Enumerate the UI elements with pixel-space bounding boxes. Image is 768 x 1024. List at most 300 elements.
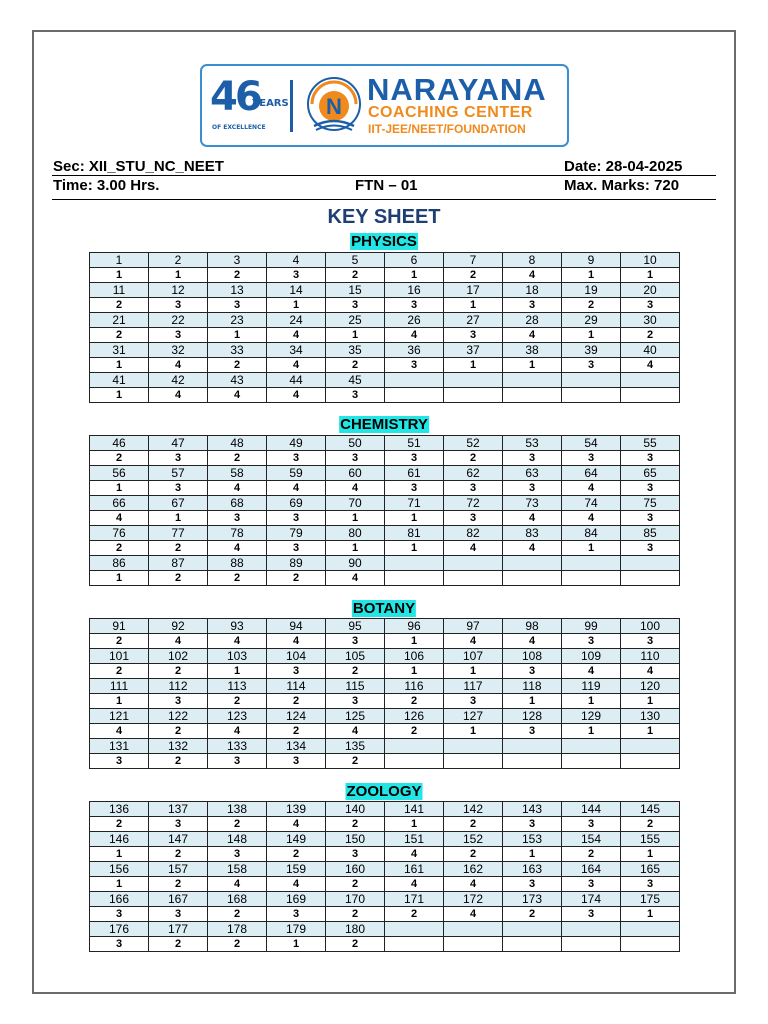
answer-table-chemistry (89, 435, 680, 586)
answer-cell: 1 (267, 298, 326, 313)
answer-cell: 3 (208, 754, 267, 769)
brand-name: NARAYANA (367, 72, 547, 107)
question-number-cell (503, 922, 562, 937)
answer-cell: 3 (503, 451, 562, 466)
question-number-row (90, 802, 680, 817)
question-number-cell (562, 922, 621, 937)
answer-cell: 3 (444, 694, 503, 709)
question-number-cell: 137 (149, 802, 208, 817)
question-number-cell (444, 373, 503, 388)
question-number-cell: 64 (562, 466, 621, 481)
question-number-cell: 61 (385, 466, 444, 481)
answer-cell: 3 (503, 817, 562, 832)
question-number-cell: 115 (326, 679, 385, 694)
question-number-cell: 73 (503, 496, 562, 511)
question-number-cell: 124 (267, 709, 326, 724)
answer-cell: 2 (208, 358, 267, 373)
question-number-cell: 34 (267, 343, 326, 358)
question-number-cell: 160 (326, 862, 385, 877)
answer-cell: 1 (621, 847, 680, 862)
question-number-cell: 130 (621, 709, 680, 724)
question-number-cell: 151 (385, 832, 444, 847)
answer-cell (503, 388, 562, 403)
section-code: Sec: XII_STU_NC_NEET (53, 158, 224, 175)
answer-cell (503, 754, 562, 769)
question-number-cell: 117 (444, 679, 503, 694)
answer-cell (503, 937, 562, 952)
answer-cell: 3 (326, 388, 385, 403)
max-marks: Max. Marks: 720 (564, 177, 680, 194)
question-number-cell: 156 (90, 862, 149, 877)
answer-cell: 3 (267, 754, 326, 769)
question-number-cell: 43 (208, 373, 267, 388)
question-number-cell: 164 (562, 862, 621, 877)
question-number-cell (562, 739, 621, 754)
answer-cell: 2 (149, 847, 208, 862)
question-number-cell: 3 (208, 253, 267, 268)
question-number-cell: 110 (621, 649, 680, 664)
answer-cell (621, 754, 680, 769)
section-title-botany: BOTANY (352, 600, 416, 617)
answer-cell: 1 (621, 907, 680, 922)
question-number-cell: 48 (208, 436, 267, 451)
answer-cell: 3 (90, 907, 149, 922)
question-number-cell (444, 739, 503, 754)
question-number-cell: 107 (444, 649, 503, 664)
answer-cell: 2 (149, 937, 208, 952)
answer-cell: 4 (208, 541, 267, 556)
question-number-cell (385, 739, 444, 754)
question-number-cell: 168 (208, 892, 267, 907)
question-number-cell: 4 (267, 253, 326, 268)
question-number-cell: 179 (267, 922, 326, 937)
answer-cell: 1 (562, 268, 621, 283)
answer-cell: 4 (208, 634, 267, 649)
question-number-cell: 27 (444, 313, 503, 328)
answer-cell: 2 (267, 571, 326, 586)
question-number-cell: 178 (208, 922, 267, 937)
question-number-cell: 149 (267, 832, 326, 847)
question-number-cell: 135 (326, 739, 385, 754)
answer-row (90, 817, 680, 832)
question-number-cell: 25 (326, 313, 385, 328)
question-number-cell: 62 (444, 466, 503, 481)
answer-cell: 2 (149, 877, 208, 892)
question-number-cell: 53 (503, 436, 562, 451)
question-number-row (90, 922, 680, 937)
question-number-cell: 118 (503, 679, 562, 694)
answer-cell: 2 (326, 877, 385, 892)
answer-cell: 4 (208, 877, 267, 892)
question-number-cell (444, 556, 503, 571)
question-number-cell: 37 (444, 343, 503, 358)
answer-cell: 4 (503, 268, 562, 283)
question-number-cell: 60 (326, 466, 385, 481)
answer-cell: 3 (267, 664, 326, 679)
narayana-logo (200, 64, 569, 147)
question-number-cell: 159 (267, 862, 326, 877)
answer-cell: 4 (562, 664, 621, 679)
answer-cell: 3 (444, 511, 503, 526)
answer-row (90, 481, 680, 496)
answer-cell: 3 (149, 328, 208, 343)
header-divider-bottom (52, 199, 716, 200)
answer-cell: 1 (267, 937, 326, 952)
answer-cell: 3 (267, 541, 326, 556)
question-number-cell: 58 (208, 466, 267, 481)
question-number-cell: 21 (90, 313, 149, 328)
question-number-cell (621, 739, 680, 754)
question-number-cell: 142 (444, 802, 503, 817)
question-number-cell: 169 (267, 892, 326, 907)
years-word: YEARS (252, 98, 289, 109)
narayana-emblem-icon (302, 74, 366, 138)
question-number-cell: 122 (149, 709, 208, 724)
answer-cell (562, 388, 621, 403)
question-number-cell: 175 (621, 892, 680, 907)
question-number-cell: 20 (621, 283, 680, 298)
question-number-cell: 72 (444, 496, 503, 511)
question-number-cell: 45 (326, 373, 385, 388)
question-number-cell: 132 (149, 739, 208, 754)
question-number-cell: 36 (385, 343, 444, 358)
question-number-cell: 17 (444, 283, 503, 298)
answer-cell (621, 388, 680, 403)
answer-cell: 3 (562, 817, 621, 832)
answer-cell (385, 388, 444, 403)
answer-cell: 3 (503, 664, 562, 679)
answer-cell: 3 (621, 877, 680, 892)
answer-cell: 3 (267, 268, 326, 283)
answer-row (90, 328, 680, 343)
question-number-cell: 82 (444, 526, 503, 541)
question-number-cell: 50 (326, 436, 385, 451)
question-number-row (90, 283, 680, 298)
question-number-cell: 144 (562, 802, 621, 817)
exam-date: Date: 28-04-2025 (564, 158, 683, 175)
question-number-cell: 87 (149, 556, 208, 571)
answer-cell: 3 (621, 541, 680, 556)
answer-cell: 4 (326, 481, 385, 496)
question-number-cell: 6 (385, 253, 444, 268)
page-title: KEY SHEET (327, 206, 441, 228)
question-number-cell: 24 (267, 313, 326, 328)
question-number-cell: 49 (267, 436, 326, 451)
answer-cell: 1 (444, 724, 503, 739)
question-number-cell: 152 (444, 832, 503, 847)
answer-cell: 3 (621, 634, 680, 649)
question-number-cell: 77 (149, 526, 208, 541)
answer-cell: 2 (90, 328, 149, 343)
question-number-cell: 5 (326, 253, 385, 268)
question-number-cell: 26 (385, 313, 444, 328)
question-number-cell: 134 (267, 739, 326, 754)
question-number-row (90, 526, 680, 541)
answer-cell: 1 (149, 268, 208, 283)
question-number-cell (444, 922, 503, 937)
question-number-cell: 104 (267, 649, 326, 664)
answer-row (90, 388, 680, 403)
answer-cell: 2 (267, 694, 326, 709)
answer-cell: 3 (562, 451, 621, 466)
answer-cell (562, 937, 621, 952)
answer-cell: 1 (562, 541, 621, 556)
question-number-cell: 157 (149, 862, 208, 877)
question-number-cell (385, 373, 444, 388)
answer-cell: 3 (267, 451, 326, 466)
question-number-cell: 106 (385, 649, 444, 664)
question-number-cell: 131 (90, 739, 149, 754)
answer-cell: 4 (267, 358, 326, 373)
question-number-cell: 10 (621, 253, 680, 268)
question-number-cell: 80 (326, 526, 385, 541)
answer-cell: 4 (385, 847, 444, 862)
question-number-cell (503, 373, 562, 388)
question-number-cell: 33 (208, 343, 267, 358)
answer-cell: 4 (503, 328, 562, 343)
brand-tagline: IIT-JEE/NEET/FOUNDATION (368, 122, 526, 136)
answer-cell: 4 (444, 634, 503, 649)
question-number-cell: 40 (621, 343, 680, 358)
answer-row (90, 754, 680, 769)
question-number-cell: 44 (267, 373, 326, 388)
question-number-cell: 57 (149, 466, 208, 481)
question-number-cell: 16 (385, 283, 444, 298)
question-number-cell: 165 (621, 862, 680, 877)
answer-cell: 3 (503, 481, 562, 496)
answer-cell: 1 (503, 847, 562, 862)
answer-cell: 4 (208, 724, 267, 739)
question-number-cell: 129 (562, 709, 621, 724)
exam-duration: Time: 3.00 Hrs. (53, 177, 160, 194)
question-number-cell: 97 (444, 619, 503, 634)
answer-cell: 2 (267, 724, 326, 739)
answer-cell: 4 (149, 388, 208, 403)
answer-cell: 3 (444, 481, 503, 496)
answer-cell: 3 (326, 694, 385, 709)
question-number-cell: 136 (90, 802, 149, 817)
question-number-cell: 2 (149, 253, 208, 268)
answer-cell: 3 (326, 847, 385, 862)
answer-cell: 4 (385, 328, 444, 343)
question-number-cell: 108 (503, 649, 562, 664)
answer-cell: 4 (208, 388, 267, 403)
answer-cell: 1 (208, 664, 267, 679)
answer-cell: 2 (621, 817, 680, 832)
answer-cell: 2 (326, 907, 385, 922)
question-number-cell: 78 (208, 526, 267, 541)
question-number-cell: 9 (562, 253, 621, 268)
question-number-row (90, 892, 680, 907)
svg-text:N: N (326, 94, 342, 119)
answer-cell: 4 (385, 877, 444, 892)
answer-cell: 2 (444, 268, 503, 283)
answer-cell: 1 (444, 358, 503, 373)
logo-divider (290, 80, 293, 132)
question-number-cell: 54 (562, 436, 621, 451)
question-number-cell (621, 922, 680, 937)
question-number-cell: 170 (326, 892, 385, 907)
question-number-row (90, 313, 680, 328)
answer-cell: 1 (385, 541, 444, 556)
question-number-cell: 127 (444, 709, 503, 724)
answer-cell: 1 (562, 694, 621, 709)
question-number-cell: 67 (149, 496, 208, 511)
answer-cell (444, 937, 503, 952)
answer-cell: 1 (503, 358, 562, 373)
answer-cell: 1 (385, 511, 444, 526)
question-number-cell: 56 (90, 466, 149, 481)
answer-cell: 3 (621, 481, 680, 496)
answer-cell: 2 (208, 571, 267, 586)
question-number-cell: 98 (503, 619, 562, 634)
answer-cell: 2 (208, 268, 267, 283)
question-number-cell: 176 (90, 922, 149, 937)
question-number-cell: 39 (562, 343, 621, 358)
question-number-cell: 112 (149, 679, 208, 694)
answer-cell: 1 (385, 817, 444, 832)
answer-cell: 1 (621, 724, 680, 739)
answer-cell: 2 (149, 754, 208, 769)
answer-cell: 4 (503, 511, 562, 526)
question-number-cell: 128 (503, 709, 562, 724)
answer-cell: 2 (326, 664, 385, 679)
answer-cell (562, 754, 621, 769)
answer-cell: 2 (444, 451, 503, 466)
question-number-cell: 12 (149, 283, 208, 298)
question-number-cell: 139 (267, 802, 326, 817)
brand-subtitle: COACHING CENTER (368, 104, 533, 121)
answer-cell: 1 (326, 511, 385, 526)
question-number-row (90, 619, 680, 634)
answer-cell: 3 (562, 907, 621, 922)
question-number-cell: 68 (208, 496, 267, 511)
answer-cell: 3 (621, 451, 680, 466)
answer-row (90, 847, 680, 862)
question-number-cell: 150 (326, 832, 385, 847)
question-number-cell: 23 (208, 313, 267, 328)
question-number-cell: 99 (562, 619, 621, 634)
question-number-cell: 30 (621, 313, 680, 328)
question-number-cell: 146 (90, 832, 149, 847)
answer-cell: 3 (621, 298, 680, 313)
question-number-cell: 71 (385, 496, 444, 511)
answer-cell: 4 (90, 724, 149, 739)
question-number-cell (562, 556, 621, 571)
question-number-cell: 105 (326, 649, 385, 664)
answer-row (90, 877, 680, 892)
answer-row (90, 634, 680, 649)
question-number-cell: 69 (267, 496, 326, 511)
answer-cell: 1 (503, 694, 562, 709)
question-number-cell: 143 (503, 802, 562, 817)
answer-cell: 2 (149, 724, 208, 739)
question-number-row (90, 679, 680, 694)
question-number-cell: 121 (90, 709, 149, 724)
answer-cell: 2 (208, 451, 267, 466)
answer-cell: 1 (444, 664, 503, 679)
question-number-cell: 133 (208, 739, 267, 754)
question-number-cell: 51 (385, 436, 444, 451)
answer-cell: 2 (149, 571, 208, 586)
answer-cell: 4 (90, 511, 149, 526)
answer-cell: 2 (385, 907, 444, 922)
answer-cell: 2 (621, 328, 680, 343)
question-number-cell: 120 (621, 679, 680, 694)
answer-cell: 3 (149, 694, 208, 709)
answer-cell: 4 (267, 877, 326, 892)
answer-cell (621, 571, 680, 586)
answer-cell (444, 571, 503, 586)
answer-cell: 4 (503, 634, 562, 649)
answer-cell (621, 937, 680, 952)
question-number-cell: 75 (621, 496, 680, 511)
answer-table-zoology (89, 801, 680, 952)
answer-cell: 3 (90, 754, 149, 769)
question-number-cell: 29 (562, 313, 621, 328)
question-number-cell: 173 (503, 892, 562, 907)
question-number-cell: 116 (385, 679, 444, 694)
question-number-cell: 180 (326, 922, 385, 937)
question-number-cell: 38 (503, 343, 562, 358)
question-number-cell: 89 (267, 556, 326, 571)
answer-row (90, 268, 680, 283)
question-number-row (90, 739, 680, 754)
answer-cell (444, 388, 503, 403)
answer-cell: 2 (149, 664, 208, 679)
answer-row (90, 541, 680, 556)
answer-cell: 2 (503, 907, 562, 922)
question-number-cell: 92 (149, 619, 208, 634)
answer-cell: 2 (444, 817, 503, 832)
question-number-cell: 95 (326, 619, 385, 634)
question-number-cell: 101 (90, 649, 149, 664)
question-number-cell: 66 (90, 496, 149, 511)
question-number-cell (503, 556, 562, 571)
answer-cell: 2 (326, 754, 385, 769)
question-number-cell: 81 (385, 526, 444, 541)
question-number-cell: 94 (267, 619, 326, 634)
answer-cell (385, 571, 444, 586)
question-number-cell: 171 (385, 892, 444, 907)
answer-cell: 3 (562, 877, 621, 892)
answer-row (90, 451, 680, 466)
answer-table-botany (89, 618, 680, 769)
question-number-cell: 63 (503, 466, 562, 481)
question-number-cell: 74 (562, 496, 621, 511)
answer-row (90, 907, 680, 922)
answer-cell: 2 (562, 847, 621, 862)
answer-cell: 3 (326, 451, 385, 466)
question-number-cell: 55 (621, 436, 680, 451)
question-number-row (90, 832, 680, 847)
answer-cell (385, 754, 444, 769)
question-number-row (90, 343, 680, 358)
answer-cell: 4 (326, 571, 385, 586)
answer-cell: 1 (90, 388, 149, 403)
answer-cell: 2 (326, 937, 385, 952)
section-title-physics: PHYSICS (351, 233, 417, 250)
question-number-cell: 70 (326, 496, 385, 511)
answer-cell: 1 (208, 328, 267, 343)
question-number-cell: 123 (208, 709, 267, 724)
answer-cell: 2 (326, 358, 385, 373)
answer-cell: 4 (267, 481, 326, 496)
answer-cell: 1 (149, 511, 208, 526)
question-number-cell (385, 922, 444, 937)
answer-cell: 4 (208, 481, 267, 496)
answer-cell: 3 (385, 298, 444, 313)
